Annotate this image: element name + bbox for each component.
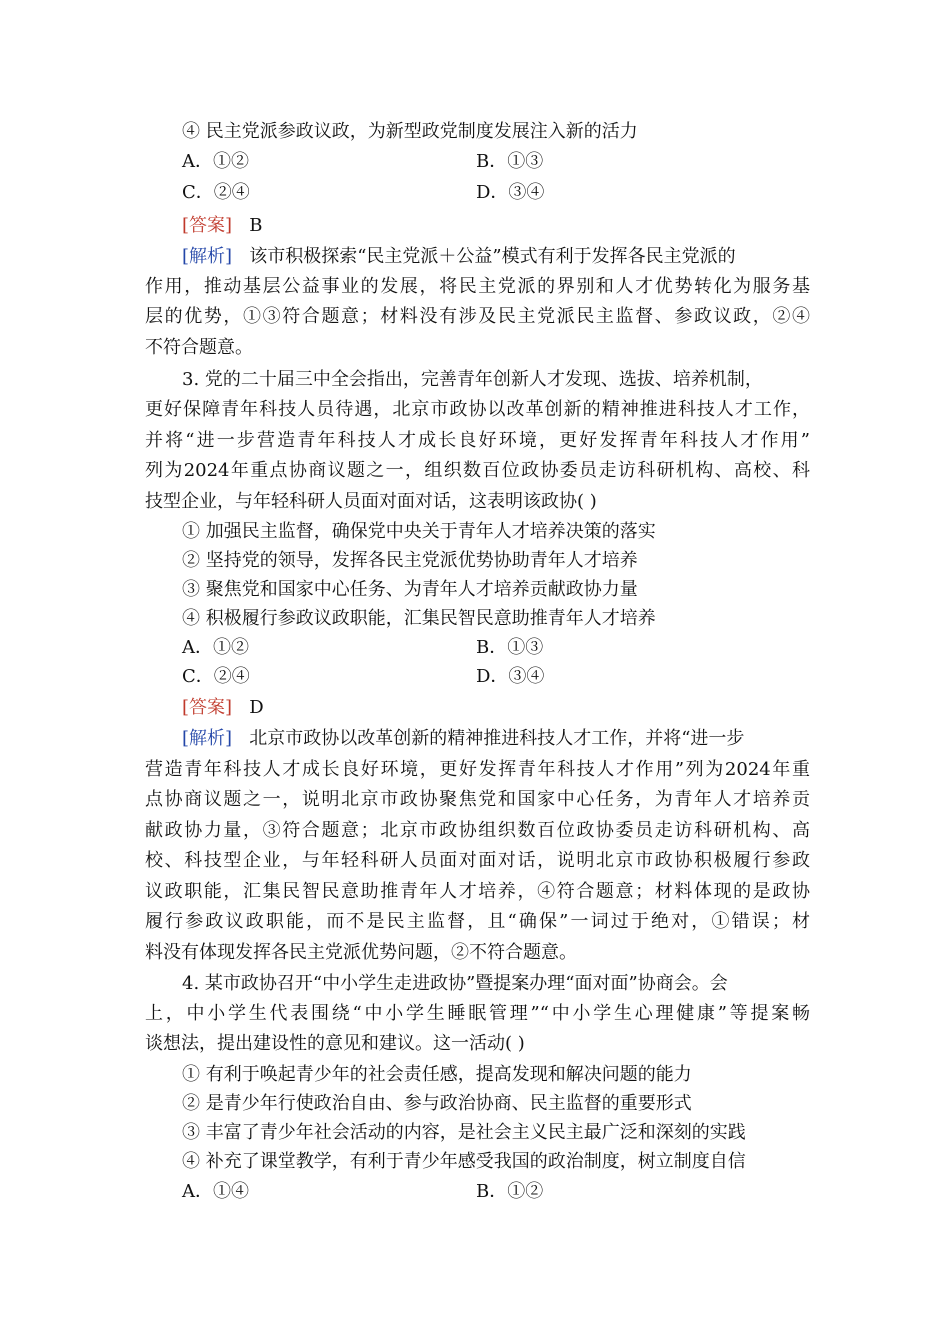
q2-option-b: B．①③ xyxy=(476,151,544,172)
q4-item-2: ② 是青少年行使政治自由、参与政治协商、民主监督的重要形式 xyxy=(182,1093,692,1114)
q2-answer xyxy=(182,211,262,241)
answer-tag: [答案] xyxy=(182,697,233,718)
q2-option-a: A．①② xyxy=(182,151,249,172)
q3-item-4: ④ 积极履行参政议政职能，汇集民智民意助推青年人才培养 xyxy=(182,608,656,629)
q4-option-a: A．①④ xyxy=(182,1181,249,1202)
q3-stem-line-3: 并将“进一步营造青年科技人才成长良好环境，更好发挥青年科技人才作用” xyxy=(145,430,810,451)
q3-analysis-line-2: 营造青年科技人才成长良好环境，更好发挥青年科技人才作用”列为2024年重 xyxy=(145,759,810,780)
q3-stem-line-5: 技型企业，与年轻科研人员面对面对话，这表明该政协( ) xyxy=(145,491,597,512)
answer-tag: [答案] xyxy=(182,215,233,236)
q4-stem-line-1: 4. 某市政协召开“中小学生走进政协”暨提案办理“面对面”协商会。会 xyxy=(182,973,728,994)
q4-item-3: ③ 丰富了青少年社会活动的内容，是社会主义民主最广泛和深刻的实践 xyxy=(182,1122,746,1143)
q3-item-1: ① 加强民主监督，确保党中央关于青年人才培养决策的落实 xyxy=(182,521,656,542)
q3-item-3: ③ 聚焦党和国家中心任务、为青年人才培养贡献政协力量 xyxy=(182,579,638,600)
q3-stem-line-2: 更好保障青年科技人员待遇，北京市政协以改革创新的精神推进科技人才工作， xyxy=(145,399,810,420)
q2-analysis-line-1 xyxy=(182,242,810,272)
q3-analysis-line-4: 献政协力量，③符合题意；北京市政协组织数百位政协委员走访科研机构、高 xyxy=(145,820,810,841)
q3-answer xyxy=(182,693,264,723)
q4-option-b: B．①② xyxy=(476,1181,544,1202)
answer-value: D xyxy=(249,697,264,718)
analysis-tag: [解析] xyxy=(182,246,233,267)
q3-analysis-line-5: 校、科技型企业，与年轻科研人员面对面对话，说明北京市政协积极履行参政 xyxy=(145,850,810,871)
q3-option-c: C．②④ xyxy=(182,666,250,687)
q2-analysis-line-4: 不符合题意。 xyxy=(145,337,253,358)
q3-analysis-line-6: 议政职能，汇集民智民意助推青年人才培养，④符合题意；材料体现的是政协 xyxy=(145,881,810,902)
q3-analysis-line-8: 料没有体现发挥各民主党派优势问题，②不符合题意。 xyxy=(145,942,577,963)
q3-option-d: D．③④ xyxy=(476,666,545,687)
q2-analysis-line-2: 作用，推动基层公益事业的发展，将民主党派的界别和人才优势转化为服务基 xyxy=(145,276,810,297)
q3-stem-line-4: 列为2024年重点协商议题之一，组织数百位政协委员走访科研机构、高校、科 xyxy=(145,460,810,481)
q2-item-4: ④ 民主党派参政议政，为新型政党制度发展注入新的活力 xyxy=(182,121,638,142)
q4-item-4: ④ 补充了课堂教学，有利于青少年感受我国的政治制度，树立制度自信 xyxy=(182,1151,746,1172)
q2-analysis-line-3: 层的优势，①③符合题意；材料没有涉及民主党派民主监督、参政议政，②④ xyxy=(145,306,810,327)
q3-item-2: ② 坚持党的领导，发挥各民主党派优势协助青年人才培养 xyxy=(182,550,638,571)
q3-stem-line-1: 3. 党的二十届三中全会指出，完善青年创新人才发现、选拔、培养机制， xyxy=(182,369,763,390)
answer-value: B xyxy=(249,215,263,236)
analysis-tag: [解析] xyxy=(182,728,233,749)
q2-option-c: C．②④ xyxy=(182,182,250,203)
q3-analysis-line-7: 履行参政议政职能，而不是民主监督，且“确保”一词过于绝对，①错误；材 xyxy=(145,911,810,932)
analysis-text: 该市积极探索“民主党派＋公益”模式有利于发挥各民主党派的 xyxy=(249,246,736,267)
analysis-text: 北京市政协以改革创新的精神推进科技人才工作，并将“进一步 xyxy=(249,728,745,749)
q3-analysis-line-1 xyxy=(182,724,810,754)
q4-item-1: ① 有利于唤起青少年的社会责任感，提高发现和解决问题的能力 xyxy=(182,1064,692,1085)
q3-option-b: B．①③ xyxy=(476,637,544,658)
q4-stem-line-2: 上，中小学生代表围绕“中小学生睡眠管理”“中小学生心理健康”等提案畅 xyxy=(145,1003,810,1024)
q3-analysis-line-3: 点协商议题之一，说明北京市政协聚焦党和国家中心任务，为青年人才培养贡 xyxy=(145,789,810,810)
q4-stem-line-3: 谈想法，提出建设性的意见和建议。这一活动( ) xyxy=(145,1033,525,1054)
q2-option-d: D．③④ xyxy=(476,182,545,203)
q3-option-a: A．①② xyxy=(182,637,249,658)
